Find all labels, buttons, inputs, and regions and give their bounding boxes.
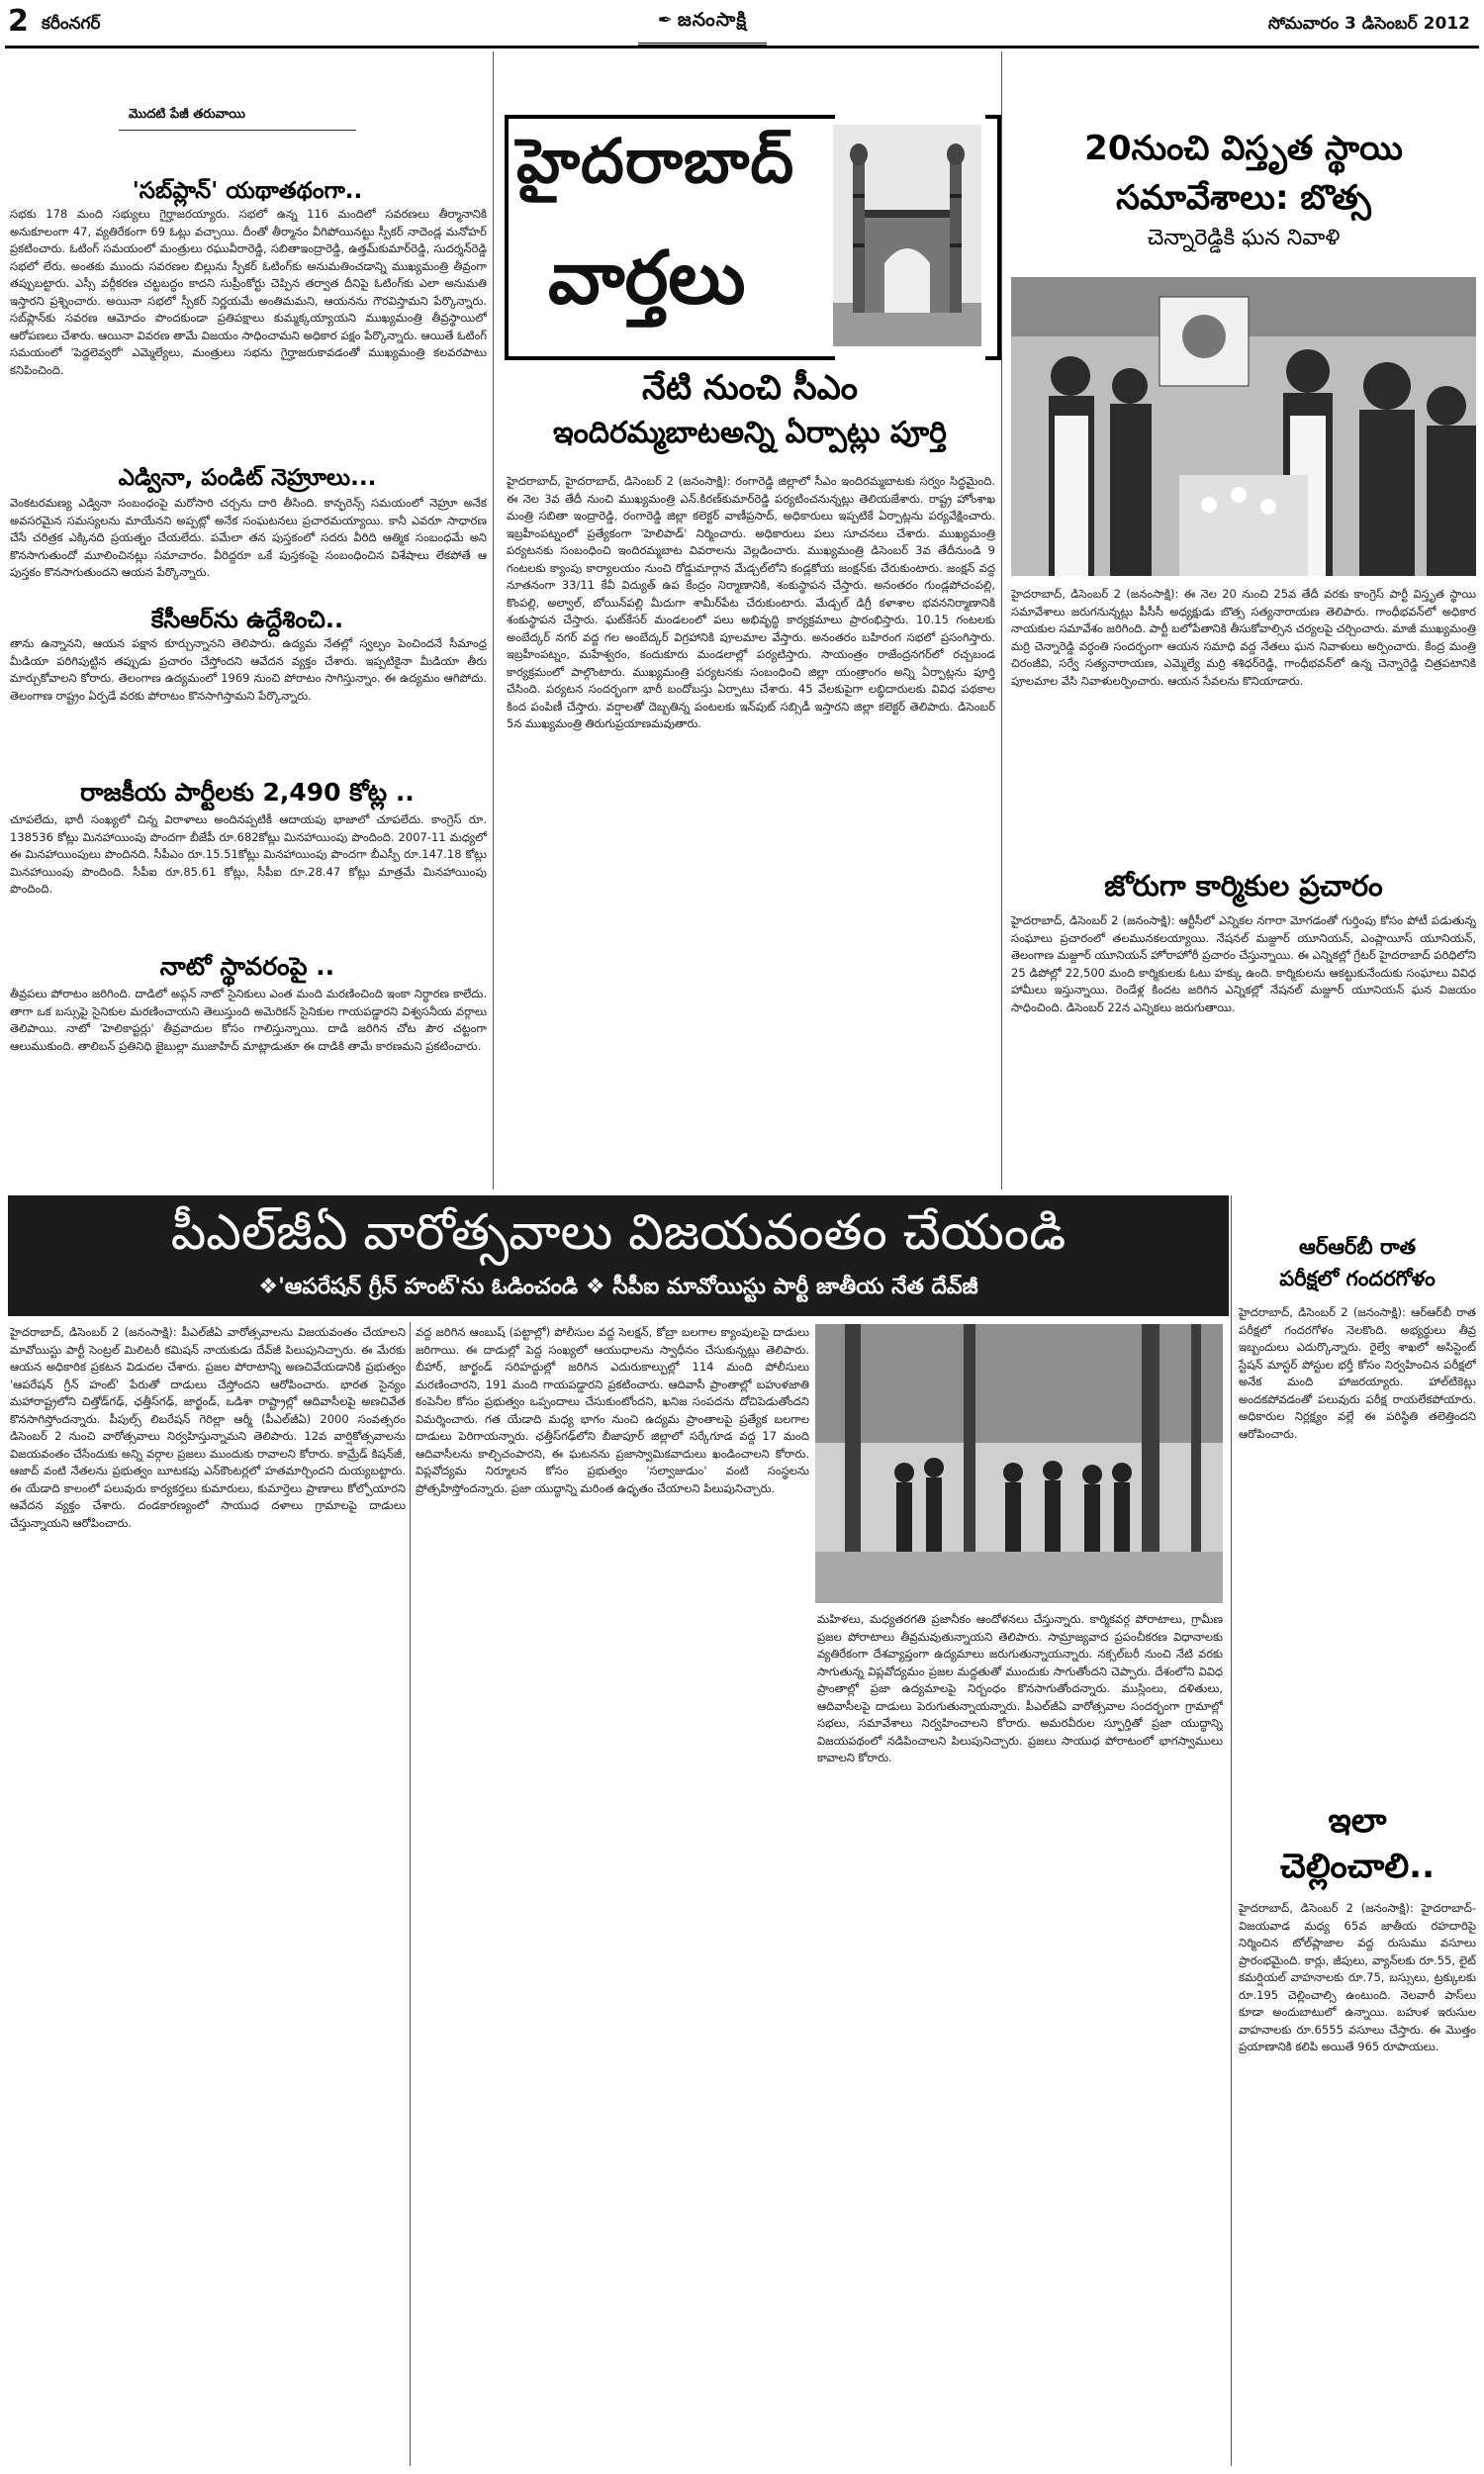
headline-cm-top: నేటి నుంచి సీఎం <box>642 368 858 408</box>
column-divider <box>410 1322 411 2466</box>
masthead-rule <box>5 46 1479 48</box>
paper-name: జనంసాక్షి <box>677 9 748 31</box>
column-divider <box>1001 51 1002 1189</box>
article-workers-body: హైదరాబాద్‌, డిసెంబర్‌ 2 (జనంసాక్షి): ఆర్టీసీలో ఎన్నికల నగారా మోగడంతో గుర్తింపు కోసం పోటీ పడుతున్న సంఘాలు ప్రచారంలో తలమునకలయ్యాయి. నేషనల్‌ మజ్దూర్‌ యూనియన్‌, ఎంప్లాయీస్‌ యూనియన్‌, తెలంగాణ మజ్దూర్‌ యూనియన్‌ హోరాహోరీ ప్రచారం చేస్తున్నాయి. ఈ ఎన్నికల్లో గ్రేటర్‌ హైదరాబాద్‌ పరిధిలోని 25 డిపోల్లో 22,500 మంది కార్మికులకు ఓటు హక్కు ఉంది. కార్మికులను ఆకట్టుకునేందుకు సంఘాలు వివిధ హామీలు ఇస్తున్నాయి. రెండేళ్ల కిందట జరిగిన ఎన్నికల్లో నేషనల్‌ మజ్దూర్‌ యూనియన్‌ ఘన విజయం సాధించింది. డిసెంబర్‌ 22న ఎన్నికలు జరుగుతాయి. <box>1011 913 1476 1014</box>
article-cm-body: హైదరాబాద్‌, హైదరాబాద్‌, డిసెంబర్‌ 2 (జనంసాక్షి): రంగారెడ్డి జిల్లాలో సీఎం ఇందిరమ్మబాటకు సర్వం సిద్ధమైంది. ఈ నెల 3వ తేదీ నుంచి ముఖ్యమంత్రి ఎన్‌.కిరణ్‌కుమార్‌రెడ్డి పర్యటించనున్నట్లు తెలియజేశారు. రాష్ట్ర హోంశాఖ మంత్రి సబితా ఇంద్రారెడ్డి, రంగారెడ్డి జిల్లా కలెక్టర్‌ వాణీప్రసాద్‌, అధికారులు ఇప్పటికే ఏర్పాట్లను పర్యవేక్షించారు. ఇబ్రహీంపట్నంలో ప్రత్యేకంగా 'హెలిపాడ్‌' నిర్మించారు. అధికారులు పలు సూచనలు చేశారు. ముఖ్యమంత్రి పర్యటనకు సంబంధించి ఇందిరమ్మబాట వివరాలను వెల్లడించారు. ముఖ్యమంత్రి డిసెంబర్‌ 3వ తేదీనుండి 9 గంటలకు క్యాంపు కార్యాలయం నుంచి రోడ్డుమార్గాన మేడ్చల్‌లోని కండ్లకోయ జంక్షన్‌కు చేరుకుంటారు. జంక్షన్‌ వద్ద నూతనంగా 33/11 కేవీ విద్యుత్‌ ఉప కేంద్రం నిర్మాణానికి, శంకుస్థాపన చేస్తారు. అనంతరం గుండ్లపోచంపల్లి, కొంపల్లి, అల్వాల్‌, బోయిన్‌పల్లి మీదుగా శామీర్‌పేట చేరుకుంటారు. మేడ్చల్‌ డిగ్రీ కళాశాల భవననిర్మాణానికి శంకుస్థాపన చేస్తారు. ఘట్‌కేసర్‌ మండలంలో పలు అభివృద్ధి కార్యక్రమాలు ప్రారంభిస్తారు. 10.15 గంటలకు అంబేద్కర్‌ నగర్‌ వద్ద గల అంబేద్కర్‌ విగ్రహానికి పూలమాల వేస్తారు. అనంతరం బహిరంగ సభలో ప్రసంగిస్తారు. ఇబ్రహీంపట్నం, మహేశ్వరం, కందుకూరు మండలాల్లో పర్యటిస్తారు. సాయంత్రం రాజేంద్రనగర్‌లో రచ్చబండ కార్యక్రమంలో పాల్గొంటారు. ముఖ్యమంత్రి పర్యటనకు సంబంధించి జిల్లా యంత్రాంగం అన్ని ఏర్పాట్లను పూర్తి చేసింది. పర్యటన సందర్భంగా భారీ బందోబస్తు ఏర్పాటు చేశారు. 45 వేలకుపైగా లబ్ధిదారులకు వివిధ పథకాల కింద పంపిణీ చేస్తారు. వర్షాలతో దెబ్బతిన్న పంటలకు ఇన్‌పుట్‌ సబ్సిడీ ఇస్తారని జిల్లా కలెక్టర్‌ తెలిపారు. డిసెంబర్‌ 5న ముఖ్యమంత్రి తిరుగుప్రయాణమవుతారు. <box>507 474 995 730</box>
headline-edwina: ఎడ్వినా, పండిట్‌ నెహ్రూలు... <box>118 465 377 491</box>
article-edwina-body: వెంకటరమణ్య ఎడ్వినా సంబంధంపై మరోసారి చర్చను దారి తీసింది. కాన్ఫరెన్స్‌ సమయంలో నెహ్రూ అనేక అవసరమైన సమస్యలను మాయేనని అప్పట్లో అనేక సంఘటనలు ప్రచారమయ్యాయి. కానీ ఎవరూ సాధారణ చేసే చరిత్రక ఎక్కినది ప్రయత్నం చేయలేదు. పమేలా తన పుస్తకంలో సదరు వీరిది ఆత్మిక సంబంధమే అని కొనసాగుతుందో మూలించినట్లు సమాచారం. వీరిద్దరూ ఒకే పుస్తకంపై సంబంధించిన విశేషాలు లేకపోతే ఆ పుస్తకం కొనసాగుతుందని ఆయన పేర్కొన్నారు. <box>10 496 487 579</box>
article-subplan-body: సభకు 178 మంది సభ్యులు గైర్హాజరయ్యారు. సభలో ఉన్న 116 మందిలో సవరణలు తీర్మానానికి అనుకూలంగా 47, వ్యతిరేకంగా 69 ఓట్లు వచ్చాయి. దీంతో తీర్మానం వీగిపోయినట్టు స్పీకర్‌ నాదెండ్ల మనోహర్‌ ప్రకటించారు. ఓటింగ్‌ సమయంలో మంత్రులు రఘువీరారెడ్డి, సబితాఇంద్రారెడ్డి, ఉత్తమ్‌కుమార్‌రెడ్డి, సుదర్శన్‌రెడ్డి సభలో లేరు. అంతకు ముందు సవరణల బిల్లును స్పీకర్‌ ఓటింగ్‌కు అనుమతించడాన్ని ముఖ్యమంత్రి తీవ్రంగా తప్పుబట్టారు. ఎస్సీ వర్గీకరణ చట్టబద్ధం కాదని సుప్రీంకోర్టు చెప్పిన తర్వాత దీనిపై ఓటింగ్‌కు ఎలా అనుమతి ఇస్తారని ప్రశ్నించారు. అయినా సభలో స్పీకర్‌ నిర్ణయమే అంతిమమని, ఆయనను గౌరవిస్తామని పేర్కొన్నారు. సబ్‌ప్లాన్‌కు సవరణ ఆమోదం పొందకుండా ప్రతిపక్షాలు కుమ్మక్కయ్యాయని ముఖ్యమంత్రి తీవ్రస్థాయిలో ఆరోపణలు చేశారు. ఆయినా వివరణ తామే విజయం సాధించామని అధికార పక్షం పేర్కొన్నారు. ఆయితే ఓటింగ్‌ సమయంలో 'పెద్దలెవ్వరో' ఎమ్మెల్యేలు, మంత్రులు సభను గైర్హాజరుకావడంతో ముఖ్యమంత్రి కలవరపాటు కనిపించింది. <box>10 207 487 377</box>
maoist-cadres-photo <box>815 1324 1223 1603</box>
article-plga-col1: హైదరాబాద్‌, డిసెంబర్‌ 2 (జనంసాక్షి): పీఎల్‌జీఏ వారోత్సవాలను విజయవంతం చేయాలని మావోయిస్టు పార్టీ సెంట్రల్‌ మిలిటరీ కమిషన్‌ నాయకుడు దేవ్‌జీ పిలుపునిచ్చారు. ఈ మేరకు ఆయన అధికారిక ప్రకటన విడుదల చేశారు. ప్రజల పోరాటాన్ని అణచివేయడానికి ప్రభుత్వం 'ఆపరేషన్‌ గ్రీన్‌ హంట్‌' పేరుతో దాడులు చేస్తోందని ఆరోపించారు. భారత సైన్యం మహారాష్ట్రలోని చిత్తోడ్‌గఢ్‌, ఛత్తీస్‌గఢ్‌, జార్ఖండ్‌, ఒడిశా రాష్ట్రాల్లో ఆదివాసీలపై అణచివేత కొనసాగిస్తోందన్నారు. పీపుల్స్‌ లిబరేషన్‌ గెరిల్లా ఆర్మీ (పీఎల్‌జీఏ) 2000 సంవత్సరం డిసెంబర్‌ 2 నుంచి వారోత్సవాలు నిర్వహిస్తున్నామని తెలిపారు. 12వ వార్షికోత్సవాలను విజయవంతం చేసేందుకు అన్ని వర్గాల ప్రజలు ముందుకు రావాలని కోరారు. కామ్రేడ్‌ కిషన్‌జీ, ఆజాద్‌ వంటి నేతలను ప్రభుత్వం బూటకపు ఎన్‌కౌంటర్లలో హతమార్చిందని దుయ్యబట్టారు. ఈ యేడాది కాలంలో పలువురు కార్యకర్తలు కుమారులు, కుమార్తెలు ప్రాణాలు కోల్పోయారని ఆవేదన వ్యక్తం చేశారు. దండకారణ్యంలో సాయుధ దళాలు గ్రామాలపై దాడులు చేస్తున్నాయని ఆరోపించారు. <box>10 1325 406 1530</box>
headline-parties: రాజకీయ పార్టీలకు 2,490 కోట్ల .. <box>80 778 415 807</box>
column-divider <box>493 51 494 1189</box>
charminar-illustration <box>833 125 981 346</box>
article-toll-body: హైదరాబాద్‌, డిసెంబర్‌ 2 (జనంసాక్షి): హైదరాబాద్‌-విజయవాడ మధ్య 65వ జాతీయ రహదారిపై నిర్మించిన టోల్‌ప్లాజాల వద్ద రుసుము వసూలు ప్రారంభమైంది. కార్లు, జీపులు, వ్యాన్‌లకు రూ.55, లైట్‌ కమర్షియల్‌ వాహనాలకు రూ.75, బస్సులు, ట్రక్కులకు రూ.195 చెల్లించాల్సి ఉంటుంది. నెలవారీ పాస్‌లు కూడా అందుబాటులో ఉన్నాయి. బహుళ ఇరుసుల వాహనాలకు రూ.6555 వసూలు చేస్తారు. ఈ మొత్తం ప్రయాణానికి కలిపి అయితే 965 రూపాయలు. <box>1239 1901 1476 2053</box>
article-nato-body: తీవ్రపలు పోరాటం జరిగింది. దాడిలో అప్గన్‌ నాటో సైనికులు ఎంత మంది మరణించింది ఇంకా నిర్ధారణ కాలేదు. తాగా ఒక బస్సుపై సైనికుల మరణించాయని తెలుస్తుంది అమెరికన్‌ సైనికుల గాయపడ్డారని విశ్వసనీయ వర్గాలు తెలిపాయి. నాటో 'హెలికాప్టర్లు' తీవ్రవాదుల కోసం గాలిస్తున్నాయి. దాడి జరిగిన చోట పౌర చట్టంగా ఆలుముకుంది. తాలిబన్‌ ప్రతినిధి జైబుల్లా ముజాహిద్‌ మాట్లాడుతూ ఈ దాడికి తామే కారణమని ప్రకటించారు. <box>10 987 487 1053</box>
logo-line-hyderabad: హైదరాబాద్‌ <box>516 125 795 197</box>
article-botsa-body: హైదరాబాద్‌, డిసెంబర్‌ 2 (జనంసాక్షి): ఈ నెల 20 నుంచి 25వ తేదీ వరకు కాంగ్రెస్‌ పార్టీ విస్తృత స్థాయి సమావేశాలు జరుగనున్నట్లు పీసీసీ అధ్యక్షుడు బొత్స సత్యనారాయణ తెలిపారు. గాంధీభవన్‌లో అధికార నాయకుల సమావేశం జరిగింది. పార్టీ బలోపేతానికి తీసుకోవాల్సిన చర్యలపై చర్చించారు. మాజీ ముఖ్యమంత్రి మర్రి చెన్నారెడ్డి వర్ధంతి సందర్భంగా ఆయన సమాధి వద్ద నేతలు ఘన నివాళులు అర్పించారు. కేంద్ర మంత్రి చిరంజీవి, సర్వే సత్యనారాయణ, ఎమ్మెల్యే మర్రి శశిధర్‌రెడ్డి, గాంధీభవన్‌లో ఉన్న చెన్నారెడ్డి చిత్రపటానికి పూలమాల వేసి నివాళులర్పించారు. ఆయన సేవలను కొనియాడారు. <box>1011 587 1476 688</box>
page-number: 2 <box>8 4 29 39</box>
masthead-logo <box>638 9 767 46</box>
article-plga-col2: వద్ద జరిగిన ఆంబుష్‌ (పట్టాల్లో) పోలీసుల వద్ద సెలక్షన్‌, కోబ్రా బలగాల క్యాంపులపై దాడులు జరిగాయి. ఈ దాడుల్లో పెద్ద సంఖ్యలో ఆయుధాలను స్వాధీనం చేసుకున్నట్లు తెలిపారు. బీహార్‌, జార్ఖండ్‌ సరిహద్దుల్లో జరిగిన ఎదురుకాల్పుల్లో 114 మంది పోలీసులు మరణించారని, 191 మంది గాయపడ్డారని ప్రకటించారు. ఆదివాసీ ప్రాంతాల్లో బహుళజాతి కంపెనీల కోసం ప్రభుత్వం ఒప్పందాలు చేసుకుంటోందని, ఖనిజ సంపదను దోచిపెడుతోందని విమర్శించారు. గత యేడాది మధ్య భాగం నుంచి ఉద్యమ ప్రాంతాలపై ప్రత్యేక బలగాల దాడులు పెరిగాయన్నారు. ఛత్తీస్‌గఢ్‌లోని బీజాపూర్‌ జిల్లాలో సర్కేగూడ వద్ద 17 మంది ఆదివాసీలను కాల్చిచంపారని, ఈ ఘటనను ప్రజాస్వామికవాదులు ఖండించాలని కోరారు. విప్లవోద్యమ నిర్మూలన కోసం ప్రభుత్వం 'సల్వాజుడుం' వంటి సంస్థలను ప్రోత్సహిస్తోందన్నారు. ప్రజా యుద్ధాన్ని మరింత ఉధృతం చేయాలని పిలుపునిచ్చారు. <box>416 1325 809 1495</box>
headline-toll-l1: ఇలా <box>1328 1801 1387 1841</box>
headline-toll-l2: చెల్లించాలి.. <box>1280 1847 1435 1886</box>
logo-bracket-right <box>985 115 1001 360</box>
plga-banner <box>8 1195 1229 1316</box>
issue-date: సోమవారం 3 డిసెంబర్ 2012 <box>1267 14 1470 34</box>
logo-line-news: వార్తలు <box>548 236 746 321</box>
article-plga-col3: మహిళలు, మధ్యతరగతి ప్రజానీకం ఆందోళనలు చేస్తున్నారు. కార్మికవర్గ పోరాటాలు, గ్రామీణ ప్రజల పోరాటాలు తీవ్రమవుతున్నాయని తెలిపారు. సామ్రాజ్యవాద ప్రపంచీకరణ విధానాలకు వ్యతిరేకంగా దేశవ్యాప్తంగా ఉద్యమాలు జరుగుతున్నాయన్నారు. నక్సల్‌బరీ నుంచి నేటి వరకు సాగుతున్న విప్లవోద్యమం ప్రజల మద్దతుతో ముందుకు సాగుతోందని చెప్పారు. దేశంలోని వివిధ ప్రాంతాల్లో ప్రజా ఉద్యమాలపై నిర్బంధం కొనసాగుతోందన్నారు. ముస్లింలు, దళితులు, ఆదివాసీలపై దాడులు పెరుగుతున్నాయన్నారు. పీఎల్‌జీఏ వారోత్సవాల సందర్భంగా గ్రామాల్లో సభలు, సమావేశాలు నిర్వహించాలని కోరారు. అమరవీరుల స్ఫూర్తితో ప్రజా యుద్ధాన్ని విజయపథంలో నడిపించాలని పిలుపునిచ్చారు. ప్రజలు సాయుధ పోరాటంలో భాగస్వాములు కావాలని కోరారు. <box>817 1612 1223 1764</box>
article-kcr-body: తాను ఉన్నానని, ఆయన పక్షాన కూర్చున్నానని తెలిపారు. ఉద్యమ నేతల్లో స్వల్పం పెంచిందనే సీమాంధ్ర మీడియా పరిగిపుట్టిన తప్పుడు ప్రచారం చేస్తోందని ఆవేదన వ్యక్తం చేశారు. ఇప్పటికైనా మీడియా తీరు మార్చుకోవాలని కోరారు. తెలంగాణ ఉద్యమంలో 1969 నుంచి పోరాటం సాగిస్తున్నాం. ఈ ఉద్యమం ఆగిపోదు. తెలంగాణ రాష్ట్రం ఏర్పడే వరకు పోరాటం కొనసాగిస్తామని పేర్కొన్నారు. <box>10 636 487 703</box>
section-name: కరీంనగర్ <box>42 14 101 34</box>
paper-logo-icon: ✒ <box>657 10 673 31</box>
tribute-photo <box>1011 277 1476 576</box>
headline-rrb-l1: ఆర్‌ఆర్‌బీ రాత <box>1299 1235 1416 1259</box>
plga-subheadline: ❖'ఆపరేషన్‌ గ్రీన్‌ హంట్‌'ను ఓడించండి ❖ సీపీఐ మావోయిస్టు పార్టీ జాతీయ నేత దేవ్‌జీ <box>258 1275 978 1299</box>
headline-subplan: 'సబ్‌ప్లాన్‌' యథాతథంగా.. <box>132 178 363 204</box>
hyderabad-news-logo <box>505 115 835 360</box>
headline-botsa-l1: 20నుంచి విస్తృత స్థాయి <box>1084 129 1403 168</box>
headline-workers-campaign: జోరుగా కార్మికుల ప్రచారం <box>1104 869 1383 903</box>
headline-cm-bottom: ఇందిరమ్మబాటఅన్ని ఏర్పాట్లు పూర్తి <box>553 416 947 450</box>
headline-kcr: కేసీఆర్‌ను ఉద్దేశించి.. <box>150 606 344 633</box>
headline-nato: నాటో స్థావరంపై .. <box>159 952 335 981</box>
headline-botsa-l2: సమావేశాలు: బొత్స <box>1116 178 1371 218</box>
kicker-rule <box>119 130 356 131</box>
plga-headline: పీఎల్‌జీఏ వారోత్సవాలు విజయవంతం చేయండి <box>170 1203 1067 1261</box>
continued-kicker: మొదటి పేజీ తరువాయి <box>129 107 245 122</box>
article-rrb-body: హైదరాబాద్‌, డిసెంబర్‌ 2 (జనంసాక్షి): ఆర్‌ఆర్‌బీ రాత పరీక్షలో గందరగోళం నెలకొంది. అభ్యర్థులు తీవ్ర ఇబ్బందులు ఎదుర్కొన్నారు. రైల్వే శాఖలో అసిస్టెంట్‌ స్టేషన్‌ మాస్టర్‌ పోస్టుల భర్తీ కోసం నిర్వహించిన పరీక్షలో అనేక మంది హాజరయ్యారు. హాల్‌టికెట్లు అందకపోవడంతో పలువురు పరీక్ష రాయలేకపోయారు. అధికారుల నిర్లక్ష్యం వల్లే ఈ పరిస్థితి తలెత్తిందని ఆరోపించారు. <box>1239 1305 1476 1441</box>
subhead-chennareddy: చెన్నారెడ్డికి ఘన నివాళి <box>1147 226 1341 250</box>
column-divider <box>1231 1195 1232 2466</box>
article-parties-body: చూపలేదు, భారీ సంఖ్యలో చిన్న విరాళాలు అందినప్పటికీ ఆదాయపు భాజాలో చూపలేదు. కాంగ్రెస్‌ రూ. 138536 కోట్లు మినహాయింపు పొందగా బీజేపీ రూ.682కోట్లు మినహాయింపు పొందింది. 2007-11 మధ్యలో ఈ మినహాయింపులు పొందినది. సీపీఎం రూ.15.51కోట్లు మినహాయింపు పొందగా బీఎస్పీ రూ.147.18 కోట్లు మినహాయింపు పొందింది. సీపీఐ రూ.85.61 కోట్లు, సీపీఐ రూ.28.47 కోట్లు మాత్రమే మినహాయింపు పొందింది. <box>10 812 487 896</box>
headline-rrb-l2: పరీక్షలో గందరగోళం <box>1279 1267 1436 1290</box>
